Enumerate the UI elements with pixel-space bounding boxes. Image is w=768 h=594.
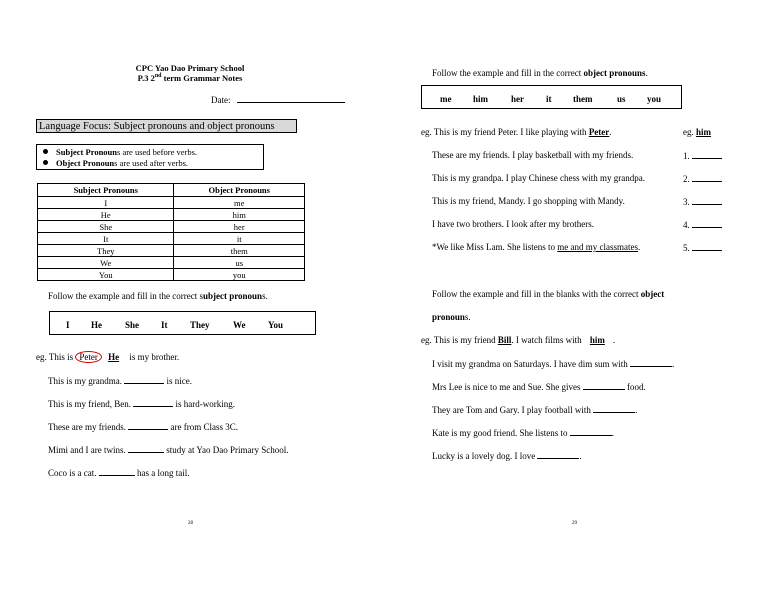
object-answer-row: 5. <box>683 242 722 253</box>
word-bank-item: them <box>573 94 593 104</box>
object-fill-question: Mrs Lee is nice to me and Sue. She gives food. <box>432 382 646 392</box>
subject-word-bank <box>49 311 316 335</box>
page-number: 29 <box>572 521 577 526</box>
word-bank-item: It <box>161 320 168 330</box>
answer-blank[interactable] <box>124 375 164 384</box>
table-row <box>38 209 305 221</box>
table-cell: It <box>38 233 174 245</box>
answer-blank[interactable] <box>128 444 164 453</box>
subject-question: This is my friend, Ben. is hard-working. <box>48 399 235 409</box>
word-bank-item: We <box>233 320 246 330</box>
pronoun-table <box>37 183 305 281</box>
word-bank-item: They <box>190 320 210 330</box>
school-name: CPC Yao Dao Primary School <box>135 63 245 73</box>
word-bank-item: He <box>91 320 102 330</box>
word-bank-item: her <box>511 94 524 104</box>
object-fill-question: Kate is my good friend. She listens to . <box>432 428 614 438</box>
table-row <box>38 221 305 233</box>
circled-word: Peter <box>75 351 102 363</box>
rule-subject: Subject Pronouns are used before verbs. <box>43 147 197 157</box>
answer-blank[interactable] <box>583 381 625 390</box>
answer-blank[interactable] <box>692 242 722 251</box>
table-cell: me <box>174 197 305 209</box>
table-cell: She <box>38 221 174 233</box>
bullet-icon <box>43 149 48 154</box>
subject-question: This is my grandma. is nice. <box>48 376 192 386</box>
table-cell: you <box>174 269 305 281</box>
answer-blank[interactable] <box>692 150 722 159</box>
date-field[interactable] <box>237 94 345 103</box>
object-fill-instruction: Follow the example and fill in the blanks with the correct object <box>432 289 665 299</box>
object-fill-question: They are Tom and Gary. I play football with . <box>432 405 638 415</box>
word-bank-item: him <box>473 94 489 104</box>
table-cell: him <box>174 209 305 221</box>
answer-blank[interactable] <box>133 398 173 407</box>
bullet-icon <box>43 160 48 165</box>
table-cell: They <box>38 245 174 257</box>
answer-blank[interactable] <box>692 173 722 182</box>
answer-blank[interactable] <box>692 196 722 205</box>
subject-question: Mimi and I are twins. study at Yao Dao Primary School. <box>48 445 289 455</box>
object-example-answer: eg. him <box>683 127 712 137</box>
table-row <box>38 269 305 281</box>
word-bank-item: I <box>66 320 70 330</box>
object-instruction: Follow the example and fill in the correct object pronouns. <box>432 68 648 78</box>
rule-object: Object Pronouns are used after verbs. <box>43 158 188 168</box>
table-row <box>38 245 305 257</box>
subject-question: These are my friends. are from Class 3C. <box>48 422 238 432</box>
answer-blank[interactable] <box>537 450 579 459</box>
object-example: eg. This is my friend Peter. I like playing with Peter. <box>421 127 612 137</box>
table-cell: us <box>174 257 305 269</box>
date-row <box>211 94 345 105</box>
object-sentence: I have two brothers. I look after my brothers. <box>432 219 594 229</box>
table-row <box>38 197 305 209</box>
answer-blank[interactable] <box>630 358 672 367</box>
object-fill-question: Lucky is a lovely dog. I love . <box>432 451 582 461</box>
answer-blank[interactable] <box>692 219 722 228</box>
date-label: Date: <box>211 95 231 105</box>
object-word-bank <box>421 85 682 109</box>
word-bank-item: She <box>125 320 140 330</box>
word-bank-item: me <box>440 94 452 104</box>
table-header: Object Pronouns <box>174 184 305 197</box>
object-answer-row: 1. <box>683 150 722 161</box>
word-bank-item: us <box>617 94 626 104</box>
term-title: P.3 2nd term Grammar Notes <box>137 73 243 83</box>
table-cell: We <box>38 257 174 269</box>
table-row <box>38 257 305 269</box>
page-number: 28 <box>188 521 193 526</box>
object-answer-row: 2. <box>683 173 722 184</box>
subject-question: Coco is a cat. has a long tail. <box>48 468 190 478</box>
object-fill-example: eg. This is my friend Bill. I watch films with him . <box>421 335 616 345</box>
answer-blank[interactable] <box>99 467 135 476</box>
word-bank-item: it <box>546 94 552 104</box>
table-row <box>38 233 305 245</box>
object-sentence: These are my friends. I play basketball with my friends. <box>432 150 634 160</box>
table-cell: I <box>38 197 174 209</box>
object-fill-question: I visit my grandma on Saturdays. I have dim sum with . <box>432 359 675 369</box>
table-cell: You <box>38 269 174 281</box>
word-bank-item: you <box>647 94 662 104</box>
object-answer-row: 4. <box>683 219 722 230</box>
subject-instruction: Follow the example and fill in the correct subject pronouns. <box>48 291 268 301</box>
answer-blank[interactable] <box>128 421 168 430</box>
table-cell: them <box>174 245 305 257</box>
object-answer-row: 3. <box>683 196 722 207</box>
language-focus-heading: Language Focus: Subject pronouns and object pronouns <box>36 119 297 133</box>
table-header-row <box>38 184 305 197</box>
table-cell: it <box>174 233 305 245</box>
example-answer: He <box>108 352 120 362</box>
answer-blank[interactable] <box>570 427 612 436</box>
table-header: Subject Pronouns <box>38 184 174 197</box>
subject-example: eg. This is Peter He is my brother. <box>36 352 180 362</box>
object-sentence: *We like Miss Lam. She listens to me and my classmates. <box>432 242 641 252</box>
table-cell: He <box>38 209 174 221</box>
table-cell: her <box>174 221 305 233</box>
object-sentence: This is my grandpa. I play Chinese chess with my grandpa. <box>432 173 645 183</box>
object-sentence: This is my friend, Mandy. I go shopping with Mandy. <box>432 196 625 206</box>
object-fill-instruction-cont: pronouns. <box>432 312 471 322</box>
answer-blank[interactable] <box>593 404 635 413</box>
rules-box <box>36 144 264 170</box>
word-bank-item: You <box>268 320 284 330</box>
